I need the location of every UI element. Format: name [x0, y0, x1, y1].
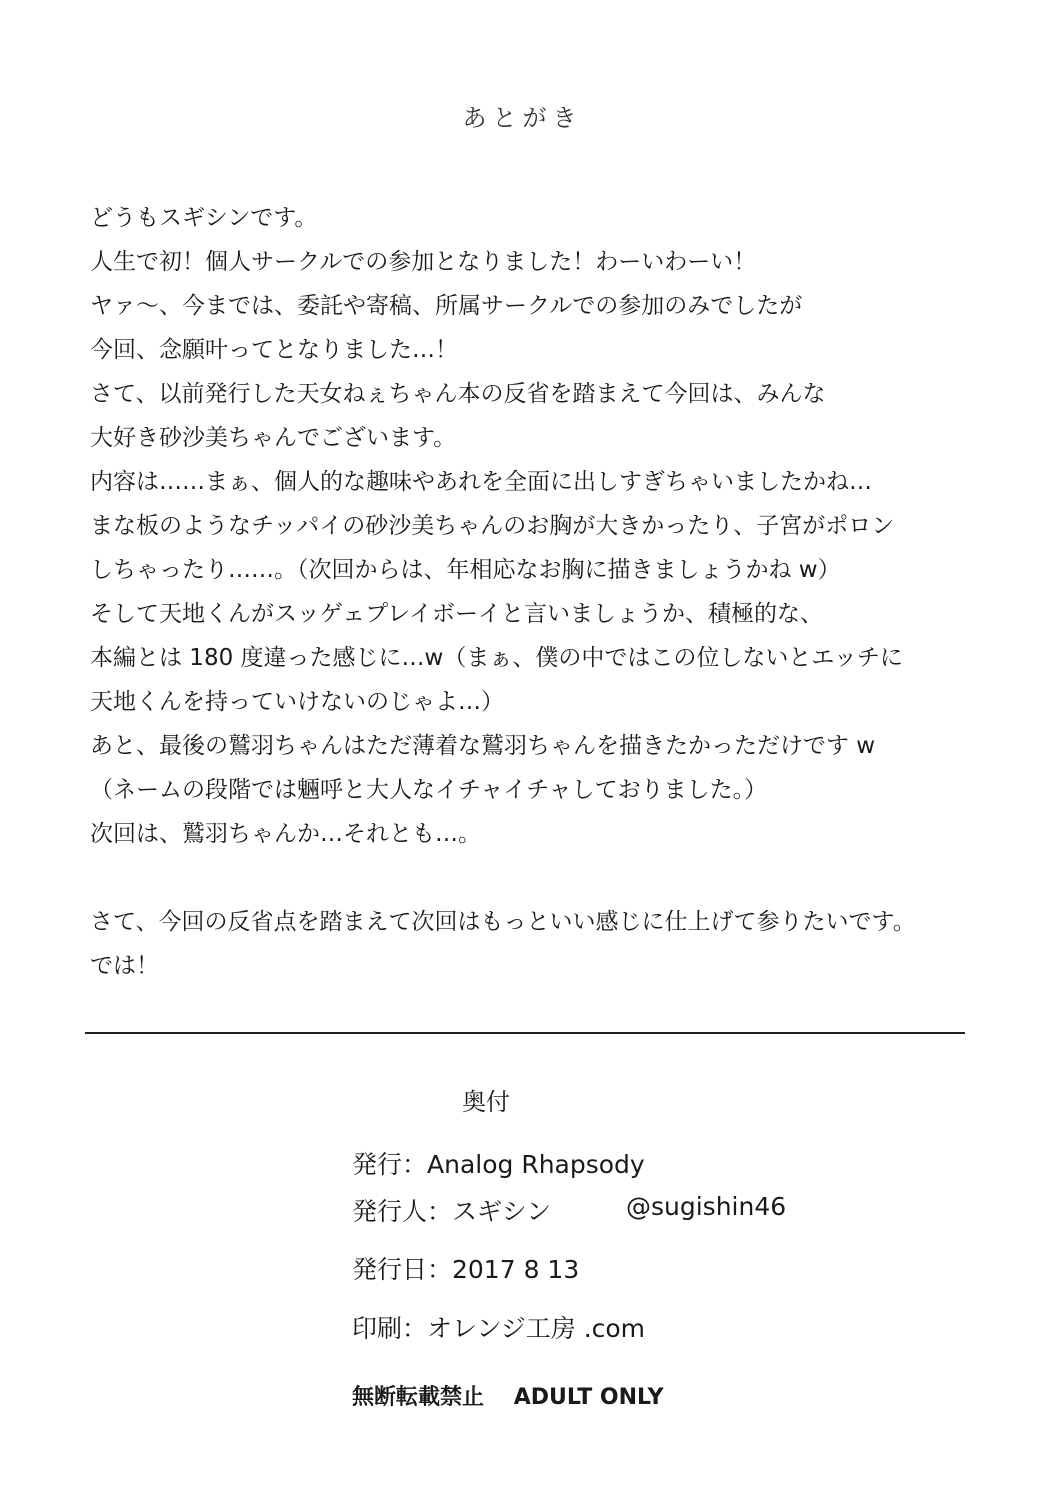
text-line: ヤァ～、今までは、委託や寄稿、所属サークルでの参加のみでしたが [90, 293, 803, 319]
afterword-title: あとがき [462, 104, 583, 132]
text-line: さて、以前発行した天女ねぇちゃん本の反省を踏まえて今回は、みんな [90, 381, 826, 407]
text-line: しちゃったり……。（次回からは、年相応なお胸に描きましょうかね w） [90, 557, 841, 583]
notice-adult-only: ADULT ONLY [513, 1385, 664, 1410]
text-line: どうもスギシンです。 [90, 205, 318, 231]
text-line: 今回、念願叶ってとなりました…！ [90, 337, 458, 363]
colophon-printer: 印刷：オレンジ工房 .com [352, 1314, 646, 1343]
author-handle: @sugishin46 [626, 1192, 787, 1221]
text-line: さて、今回の反省点を踏まえて次回はもっといい感じに仕上げて参りたいです。 [90, 909, 916, 935]
text-line: 内容は……まぁ、個人的な趣味やあれを全面に出しすぎちゃいましたかね… [90, 469, 872, 495]
text-line: まな板のようなチッパイの砂沙美ちゃんのお胸が大きかったり、子宮がポロン [90, 513, 895, 539]
colophon-publisher: 発行：Analog Rhapsody [352, 1150, 645, 1179]
text-line: では！ [90, 953, 159, 979]
divider [85, 1032, 965, 1034]
text-line: 次回は、鷲羽ちゃんか…それとも…。 [90, 821, 481, 847]
notice [352, 1380, 686, 1411]
paragraph-1 [90, 200, 990, 860]
colophon-date: 発行日：2017 8 13 [352, 1255, 580, 1284]
text-line: 天地くんを持っていけないのじゃよ…） [90, 689, 504, 715]
colophon-author: 発行人：スギシン [352, 1197, 552, 1226]
text-line: 大好き砂沙美ちゃんでございます。 [90, 425, 457, 451]
text-line: 人生で初！個人サークルでの参加となりました！わーいわーい！ [90, 249, 757, 275]
text-line: そして天地くんがスッゲェプレイボーイと言いましょうか、積極的な、 [90, 601, 824, 627]
afterword-body [90, 200, 990, 992]
colophon-title: 奥付 [462, 1088, 510, 1116]
paragraph-2 [90, 904, 990, 992]
text-line: （ネームの段階では魎呼と大人なイチャイチャしておりました。） [90, 777, 768, 803]
notice-no-reprint: 無断転載禁止 [352, 1385, 485, 1410]
text-line: 本編とは 180 度違った感じに…w（まぁ、僕の中ではこの位しないとエッチに [90, 645, 903, 671]
text-line: あと、最後の鷲羽ちゃんはただ薄着な鷲羽ちゃんを描きたかっただけです w [90, 733, 876, 759]
